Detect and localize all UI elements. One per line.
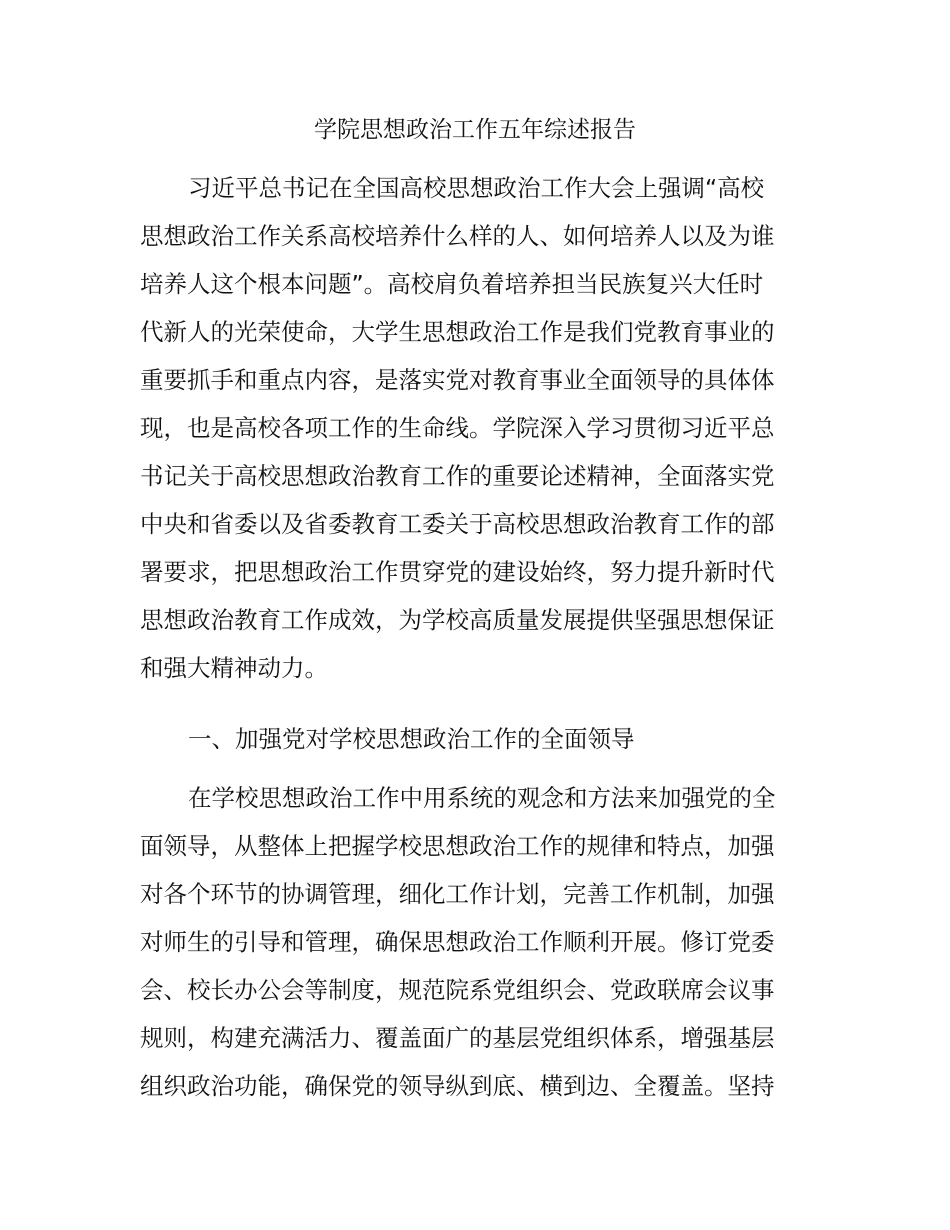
paragraph-intro (140, 164, 810, 692)
paragraph-line: 规则，构建充满活力、覆盖面广的基层党组织体系，增强基层 (140, 1024, 775, 1052)
paragraph-line: 现，也是高校各项工作的生命线。学院深入学习贯彻习近平总 (140, 414, 775, 442)
section-heading: 一、加强党对学校思想政治工作的全面领导 (188, 725, 635, 753)
paragraph-line: 署要求，把思想政治工作贯穿党的建设始终，努力提升新时代 (140, 558, 775, 586)
paragraph-line: 培养人这个根本问题”。高校肩负着培养担当民族复兴大任时 (140, 270, 764, 298)
paragraph-line: 在学校思想政治工作中用系统的观念和方法来加强党的全 (188, 784, 776, 812)
paragraph-line: 和强大精神动力。 (140, 654, 328, 682)
paragraph-line: 思想政治工作关系高校培养什么样的人、如何培养人以及为谁 (140, 222, 775, 250)
paragraph-line: 习近平总书记在全国高校思想政治工作大会上强调“高校 (188, 174, 765, 202)
paragraph-line: 思想政治教育工作成效，为学校高质量发展提供坚强思想保证 (140, 606, 775, 634)
paragraph-line: 组织政治功能，确保党的领导纵到底、横到边、全覆盖。坚持 (140, 1072, 775, 1100)
paragraph-line: 面领导，从整体上把握学校思想政治工作的规律和特点，加强 (140, 832, 775, 860)
paragraph-section1 (140, 774, 810, 1110)
paragraph-line: 会、校长办公会等制度，规范院系党组织会、党政联席会议事 (140, 976, 775, 1004)
paragraph-line: 书记关于高校思想政治教育工作的重要论述精神，全面落实党 (140, 462, 775, 490)
paragraph-line: 重要抓手和重点内容，是落实党对教育事业全面领导的具体体 (140, 366, 775, 394)
document-title: 学院思想政治工作五年综述报告 (314, 117, 636, 143)
paragraph-line: 对师生的引导和管理，确保思想政治工作顺利开展。修订党委 (140, 928, 775, 956)
paragraph-line: 代新人的光荣使命，大学生思想政治工作是我们党教育事业的 (140, 318, 775, 346)
paragraph-line: 中央和省委以及省委教育工委关于高校思想政治教育工作的部 (140, 510, 775, 538)
paragraph-line: 对各个环节的协调管理，细化工作计划，完善工作机制，加强 (140, 880, 775, 908)
